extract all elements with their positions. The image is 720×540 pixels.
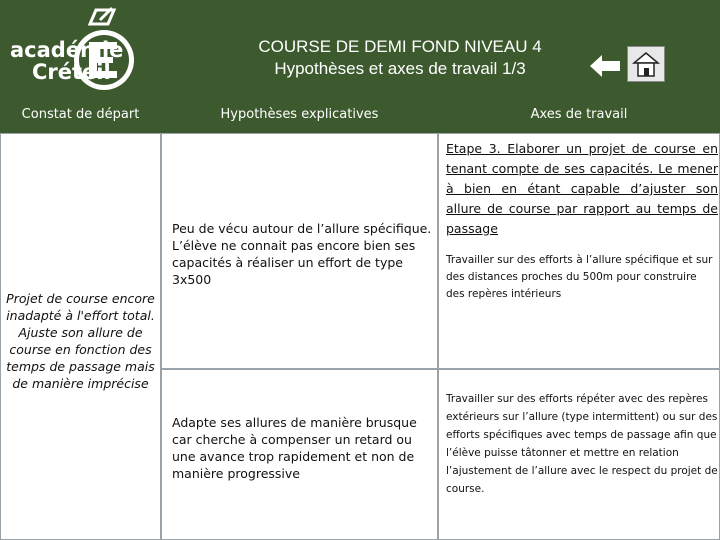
column-header-hypotheses: Hypothèses explicatives [161, 95, 438, 133]
header-banner [0, 0, 720, 95]
hypothesis-1-text: Peu de vécu autour de l’allure spécifique. L’élève ne connait pas encore bien ses capacités à réaliser un effort de type 3x500 [172, 221, 432, 287]
axis-etape-text: Etape 3. Elaborer un projet de course en tenant compte de ses capacités. Le mener à bien en étant capable d’ajuster son allure de course par rapport au temps de passage [446, 141, 718, 236]
home-button[interactable] [627, 46, 665, 82]
column-header-axes: Axes de travail [438, 95, 720, 133]
axis-1-text: Travailler sur des efforts à l’allure spécifique et sur des distances proches du 500m pour construire des repères intérieurs [446, 254, 713, 300]
hypothesis-2-text: Adapte ses allures de manière brusque car cherche à compenser un retard ou une avance trop rapidement et non de manière progressive [172, 415, 417, 481]
cell-axis-2 [438, 369, 720, 540]
title-line-1: COURSE DE DEMI FOND NIVEAU 4 [258, 37, 542, 56]
logo-text-academie: académie [10, 38, 124, 62]
axis-2-text: Travailler sur des efforts répéter avec des repères extérieurs sur l’allure (type intermittent) ou sur des efforts spécifiques avec temps de passage afin que l’élève puisse tâtonner et mettre en relation l’ajustement de l’allure avec le respect du projet de course. [446, 393, 718, 495]
page-title [190, 36, 610, 80]
logo-text-creteil: Créteil [32, 60, 111, 84]
left-arrow-icon [588, 52, 622, 80]
cell-constat [0, 133, 161, 540]
cell-hypothesis-1 [161, 133, 438, 369]
cell-hypothesis-2 [161, 369, 438, 540]
cell-axis-1 [438, 133, 720, 369]
title-line-2: Hypothèses et axes de travail 1/3 [274, 59, 526, 78]
column-header-constat: Constat de départ [0, 95, 161, 133]
home-icon [628, 47, 664, 81]
academie-creteil-logo [4, 4, 144, 92]
constat-text: Projet de course encore inadapté à l'effort total. Ajuste son allure de course en fonction des temps de passage mais de manière imprécise [6, 291, 155, 391]
back-button[interactable] [588, 52, 622, 80]
